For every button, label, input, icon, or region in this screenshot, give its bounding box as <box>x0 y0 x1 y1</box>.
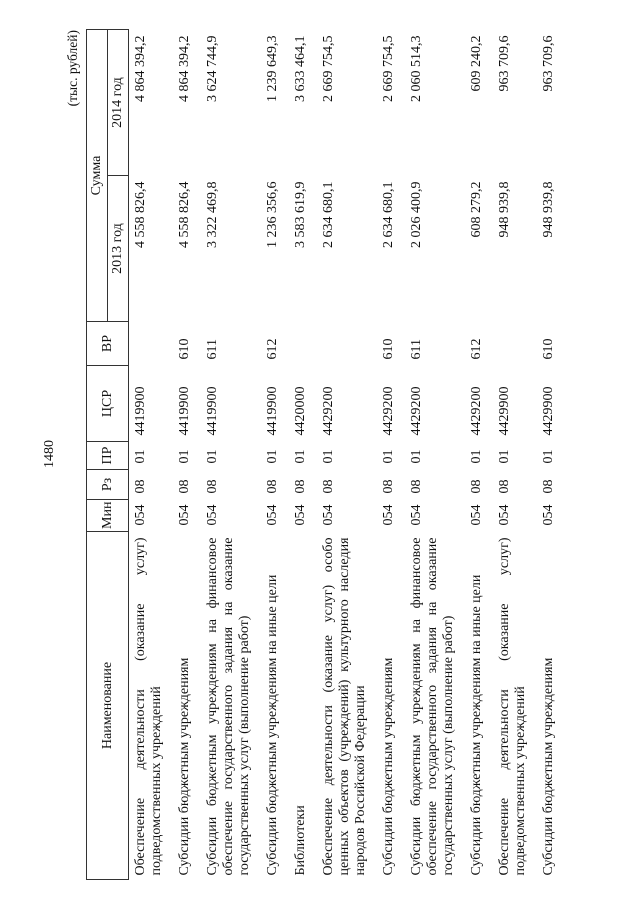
row-vr <box>129 322 174 366</box>
header-pr: ПР <box>87 442 129 470</box>
row-name: Библиотеки <box>293 805 308 876</box>
table-row <box>405 30 465 880</box>
row-amount-2013: 2 634 680,1 <box>381 181 396 248</box>
row-rz: 08 <box>541 479 556 494</box>
row-csr: 4419900 <box>205 386 220 436</box>
row-vr: 610 <box>541 338 556 360</box>
row-min: 054 <box>497 504 512 526</box>
row-pr: 01 <box>409 449 424 464</box>
row-csr: 4419900 <box>133 386 148 436</box>
row-vr: 610 <box>177 338 192 360</box>
row-min: 054 <box>381 504 396 526</box>
row-rz: 08 <box>133 479 148 494</box>
row-rz: 08 <box>469 479 484 494</box>
row-name: Субсидии бюджетным учреждениям на финансовое обеспечение государственного задания на оказание государственных услуг (выполнение работ) <box>205 537 252 876</box>
row-rz: 08 <box>321 479 336 494</box>
document-page <box>62 30 622 880</box>
row-rz: 08 <box>409 479 424 494</box>
row-csr: 4420000 <box>293 386 308 436</box>
row-amount-2014: 3 633 464,1 <box>293 35 308 102</box>
row-amount-2014: 3 624 744,9 <box>205 35 220 102</box>
header-sum: Сумма <box>87 30 108 322</box>
row-min: 054 <box>541 504 556 526</box>
row-min: 054 <box>321 504 336 526</box>
row-min: 054 <box>409 504 424 526</box>
row-csr: 4429200 <box>409 386 424 436</box>
row-pr: 01 <box>265 449 280 464</box>
row-amount-2013: 3 583 619,9 <box>293 181 308 248</box>
table-row <box>261 30 289 880</box>
row-amount-2014: 2 060 514,3 <box>409 35 424 102</box>
row-vr: 612 <box>265 338 280 360</box>
row-amount-2014: 2 669 754,5 <box>381 35 396 102</box>
row-vr: 612 <box>469 338 484 360</box>
header-2013: 2013 год <box>108 176 129 322</box>
row-csr: 4419900 <box>177 386 192 436</box>
row-name: Обеспечение деятельности (оказание услуг) подведомственных учреждений <box>133 537 164 876</box>
row-amount-2013: 3 322 469,8 <box>205 181 220 248</box>
row-amount-2014: 2 669 754,5 <box>321 35 336 102</box>
row-rz: 08 <box>293 479 308 494</box>
row-name: Субсидии бюджетным учреждениям на финансовое обеспечение государственного задания на оказание государственных услуг (выполнение работ) <box>409 537 456 876</box>
row-name: Обеспечение деятельности (оказание услуг) особо ценных объектов (учреждений) культурного наследия народов Российской Федерации <box>321 537 368 876</box>
table-row <box>317 30 377 880</box>
table-row <box>129 30 174 880</box>
row-rz: 08 <box>497 479 512 494</box>
row-name: Субсидии бюджетным учреждениям <box>381 657 396 876</box>
header-rz: Рз <box>87 470 129 500</box>
row-amount-2013: 948 939,8 <box>541 181 556 238</box>
row-csr: 4419900 <box>265 386 280 436</box>
row-amount-2013: 2 026 400,9 <box>409 181 424 248</box>
row-min: 054 <box>177 504 192 526</box>
row-pr: 01 <box>321 449 336 464</box>
row-pr: 01 <box>469 449 484 464</box>
table-row <box>537 30 565 880</box>
row-rz: 08 <box>381 479 396 494</box>
row-amount-2014: 4 864 394,2 <box>177 35 192 102</box>
row-name: Субсидии бюджетным учреждениям <box>541 657 556 876</box>
row-pr: 01 <box>541 449 556 464</box>
row-rz: 08 <box>205 479 220 494</box>
row-amount-2013: 2 634 680,1 <box>321 181 336 248</box>
header-vr: ВР <box>87 322 129 366</box>
row-min: 054 <box>205 504 220 526</box>
row-amount-2014: 963 709,6 <box>541 35 556 92</box>
row-rz: 08 <box>265 479 280 494</box>
row-min: 054 <box>293 504 308 526</box>
row-pr: 01 <box>381 449 396 464</box>
table-row <box>201 30 261 880</box>
row-min: 054 <box>133 504 148 526</box>
row-vr <box>317 322 377 366</box>
row-pr: 01 <box>293 449 308 464</box>
table-row <box>465 30 493 880</box>
row-name: Субсидии бюджетным учреждениям на иные цели <box>469 574 484 876</box>
row-pr: 01 <box>133 449 148 464</box>
unit-note: (тыс. рублей) <box>65 30 80 107</box>
row-amount-2013: 4 558 826,4 <box>177 181 192 248</box>
row-amount-2014: 1 239 649,3 <box>265 35 280 102</box>
row-csr: 4429200 <box>469 386 484 436</box>
table-row <box>173 30 201 880</box>
row-pr: 01 <box>177 449 192 464</box>
row-csr: 4429900 <box>497 386 512 436</box>
row-name: Субсидии бюджетным учреждениям на иные цели <box>265 574 280 876</box>
row-amount-2013: 948 939,8 <box>497 181 512 238</box>
row-csr: 4429200 <box>321 386 336 436</box>
header-2014: 2014 год <box>108 30 129 176</box>
row-csr: 4429200 <box>381 386 396 436</box>
row-amount-2013: 1 236 356,6 <box>265 181 280 248</box>
row-amount-2013: 4 558 826,4 <box>133 181 148 248</box>
row-rz: 08 <box>177 479 192 494</box>
row-amount-2014: 963 709,6 <box>497 35 512 92</box>
header-csr: ЦСР <box>87 366 129 442</box>
row-vr: 610 <box>381 338 396 360</box>
row-min: 054 <box>265 504 280 526</box>
header-name: Наименование <box>87 532 129 880</box>
row-vr: 611 <box>409 339 424 360</box>
header-min: Мин <box>87 500 129 532</box>
rotated-table-region <box>62 30 622 880</box>
table-row <box>377 30 405 880</box>
row-amount-2014: 609 240,2 <box>469 35 484 92</box>
row-csr: 4429900 <box>541 386 556 436</box>
row-name: Субсидии бюджетным учреждениям <box>177 657 192 876</box>
budget-table <box>86 29 565 880</box>
page-number: 1480 <box>42 440 57 468</box>
row-vr <box>289 322 317 366</box>
row-amount-2013: 608 279,2 <box>469 181 484 238</box>
table-header <box>87 30 129 880</box>
row-amount-2014: 4 864 394,2 <box>133 35 148 102</box>
table-row <box>493 30 537 880</box>
row-vr: 611 <box>205 339 220 360</box>
table-body <box>129 30 566 880</box>
table-row <box>289 30 317 880</box>
row-vr <box>493 322 537 366</box>
row-min: 054 <box>469 504 484 526</box>
row-pr: 01 <box>205 449 220 464</box>
row-name: Обеспечение деятельности (оказание услуг) подведомственных учреждений <box>497 537 528 876</box>
row-pr: 01 <box>497 449 512 464</box>
